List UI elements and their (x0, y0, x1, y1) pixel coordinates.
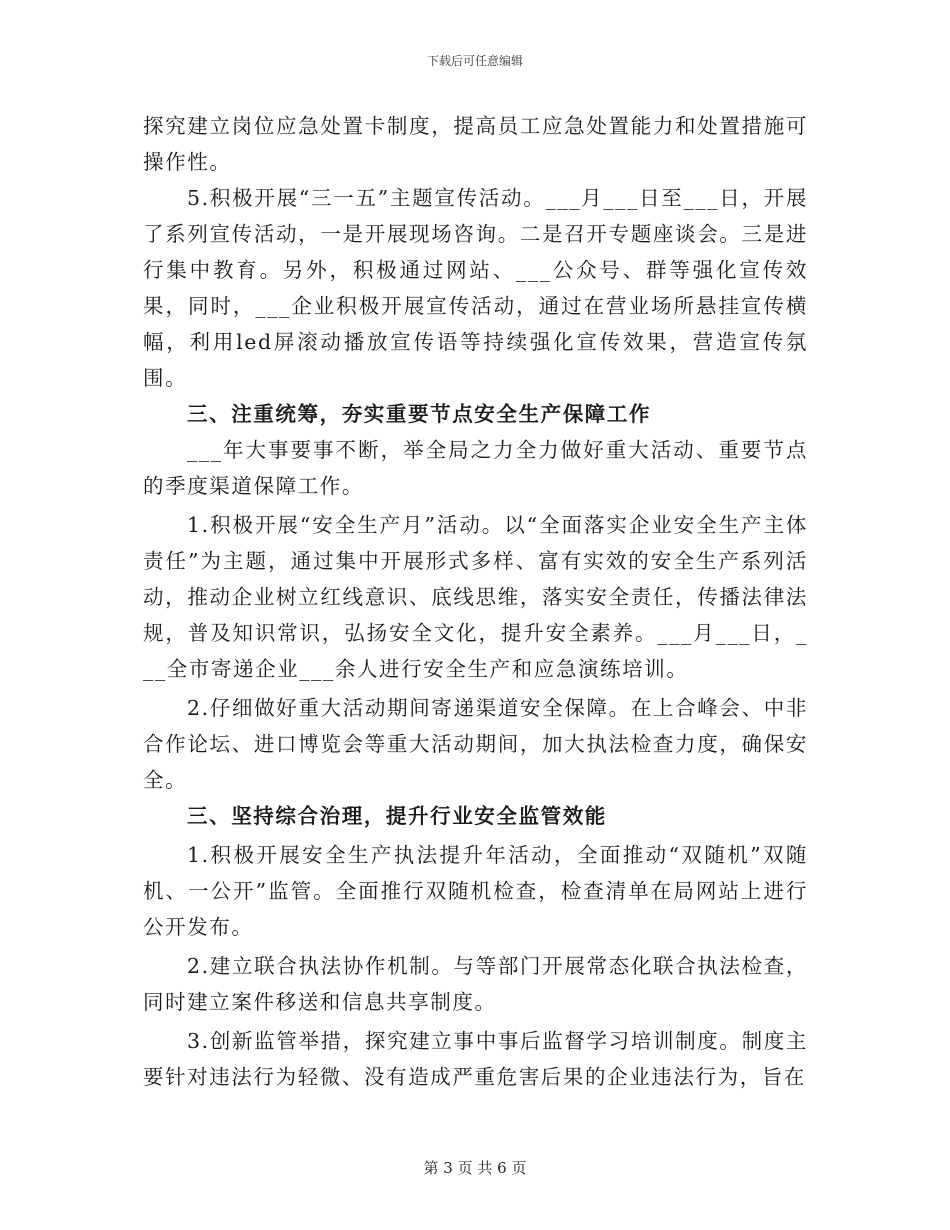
paragraph-section-intro: ___年大事要事不断，举全局之力全力做好重大活动、重要节点的季度渠道保障工作。 (143, 438, 808, 498)
page-header: 下载后可任意编辑 (426, 54, 523, 68)
paragraph-item-5: 5.积极开展“三一五”主题宣传活动。___月___日至___日，开展了系列宣传活动，一是开展现场咨询。二是召开专题座谈会。三是进行集中教育。另外，积极通过网站、___公众号、群等强化宣传效果，同时，___企业积极开展宣传活动，通过在营业场所悬挂宣传横幅，利用led屏滚动播放宣传语等持续强化宣传效果，营造宣传氛围。 (143, 186, 808, 390)
paragraph-item-3-innovation: 3.创新监管举措，探究建立事中事后监督学习培训制度。制度主要针对违法行为轻微、没有造成严重危害后果的企业违法行为，旨在 (143, 1029, 808, 1089)
section-heading-coordination: 三、注重统筹，夯实重要节点安全生产保障工作 (187, 402, 652, 426)
paragraph-continuation: 探究建立岗位应急处置卡制度，提高员工应急处置能力和处置措施可操作性。 (143, 114, 808, 174)
section-heading-governance: 三、坚持综合治理，提升行业安全监管效能 (187, 804, 607, 828)
document-body (143, 108, 808, 1095)
page-footer: 第 3 页 共 6 页 (423, 1159, 527, 1177)
paragraph-item-2-joint-enforcement: 2.建立联合执法协作机制。与等部门开展常态化联合执法检查，同时建立案件移送和信息共享制度。 (143, 954, 808, 1014)
paragraph-item-1-enforcement: 1.积极开展安全生产执法提升年活动，全面推动“双随机”双随机、一公开”监管。全面推行双随机检查，检查清单在局网站上进行公开发布。 (143, 843, 808, 939)
paragraph-item-2-major-events: 2.仔细做好重大活动期间寄递渠道安全保障。在上合峰会、中非合作论坛、进口博览会等重大活动期间，加大执法检查力度，确保安全。 (143, 696, 808, 792)
paragraph-item-1-safety-month: 1.积极开展“安全生产月”活动。以“全面落实企业安全生产主体责任”为主题，通过集中开展形式多样、富有实效的安全生产系列活动，推动企业树立红线意识、底线思维，落实安全责任，传播法律法规，普及知识常识，弘扬安全文化，提升安全素养。___月___日，___全市寄递企业___余人进行安全生产和应急演练培训。 (143, 513, 808, 681)
